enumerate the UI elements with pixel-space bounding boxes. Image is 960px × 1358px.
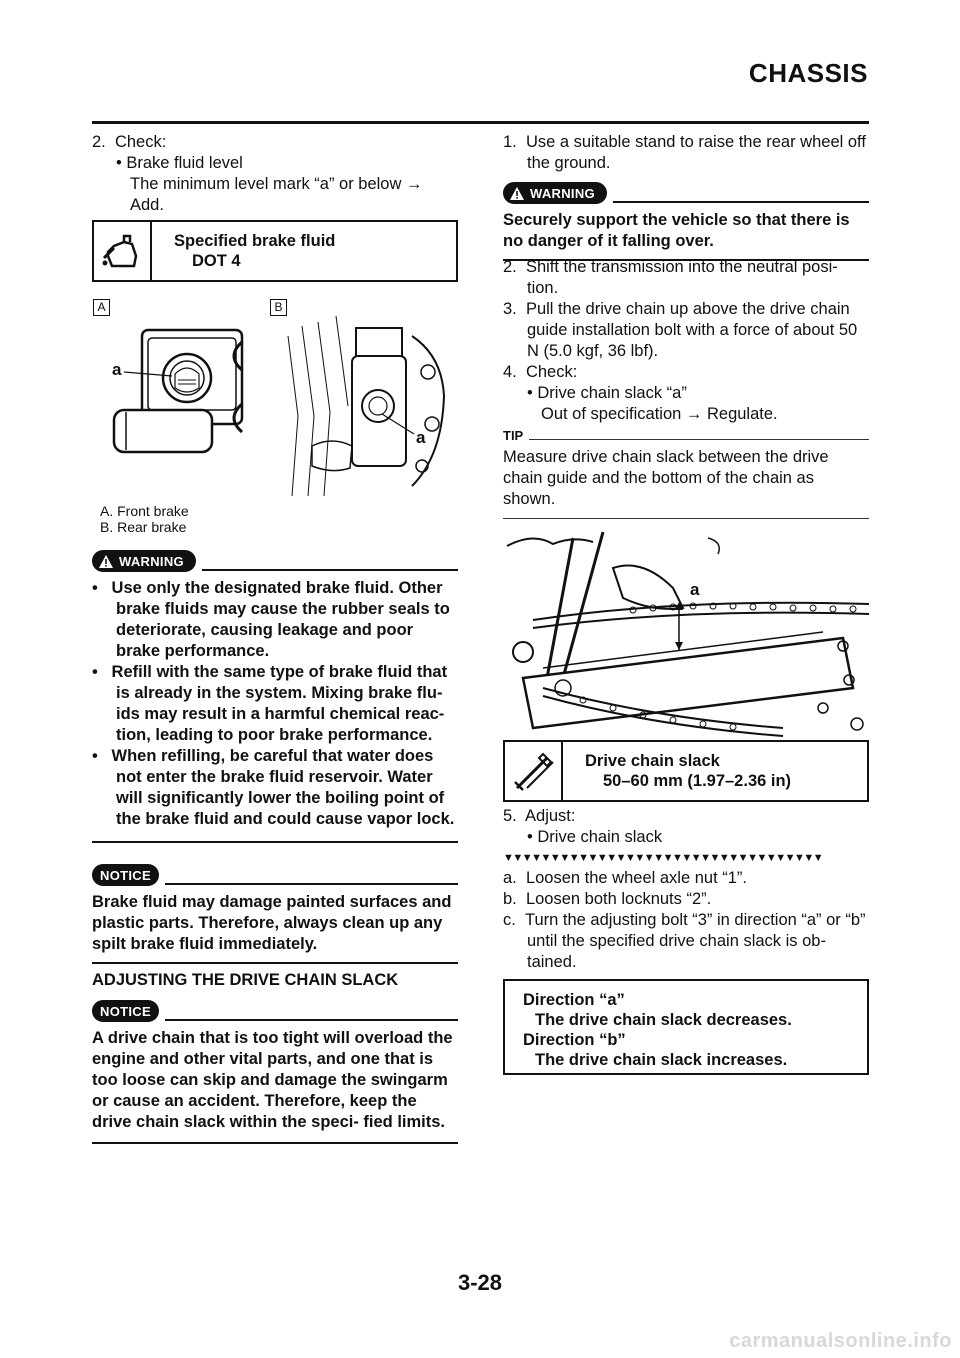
right-step-1: 1. Use a suitable stand to raise the rear wheel off the ground.	[503, 133, 866, 172]
notice-badge: NOTICE	[92, 864, 159, 886]
spec-title: Specified brake fluid	[174, 232, 336, 250]
tip-label: TIP	[503, 428, 524, 443]
direction-title: Direction “a”	[523, 991, 625, 1009]
spec-value: 50–60 mm (1.97–2.36 in)	[603, 772, 792, 790]
notice-brake-fluid	[92, 864, 458, 964]
warning-item: • Use only the designated brake fluid. Other brake fluids may cause the rubber seals to deteriorate, causing leakage and poor brake performance.	[92, 579, 450, 660]
header-rule	[92, 121, 869, 124]
section-title: ADJUSTING THE DRIVE CHAIN SLACK	[92, 971, 399, 989]
warning-text: Securely support the vehicle so that there is no danger of it falling over.	[503, 211, 850, 250]
figure-caption: B. Rear brake	[100, 519, 187, 535]
notice-drive-chain	[92, 1000, 458, 1144]
step-action: Check:	[114, 133, 167, 151]
warning-badge: WARNING	[503, 182, 607, 204]
brake-reservoir-figure	[92, 296, 458, 536]
notice-text: A drive chain that is too tight will overload the engine and other vital parts, and one that is too loose can skip and damage the swingarm or cause an accident. Therefore, keep the drive chain slack within the speci- fied limits.	[92, 1029, 453, 1131]
page-number: 3-28	[457, 1270, 503, 1295]
spec-title: Drive chain slack	[585, 752, 720, 770]
procedure-start-marker: ▼▼▼▼▼▼▼▼▼▼▼▼▼▼▼▼▼▼▼▼▼▼▼▼▼▼▼▼▼▼▼▼▼▼	[503, 852, 823, 864]
tip-block	[503, 428, 869, 519]
step-line: The minimum level mark “a” or below →	[130, 175, 423, 193]
right-step-5: 5. Adjust: • Drive chain slack	[503, 807, 663, 846]
warning-list	[92, 578, 458, 830]
figure-caption: A. Front brake	[100, 503, 189, 519]
figure-callout-a: a	[416, 428, 426, 447]
page-header-title: CHASSIS	[748, 58, 868, 88]
warning-item: • When refilling, be careful that water does not enter the brake fluid reservoir. Water will significantly lower the boiling point of the brake fluid and could cause vapor lock.	[92, 747, 455, 828]
figure-label-b: B	[270, 299, 287, 316]
drive-chain-spec-box	[503, 740, 869, 802]
tip-text: Measure drive chain slack between the drive chain guide and the bottom of the chain as shown.	[503, 448, 829, 508]
step-bullet: Brake fluid level	[126, 154, 243, 172]
direction-text: The drive chain slack increases.	[535, 1051, 788, 1069]
watermark: carmanualsonline.info	[729, 1330, 952, 1352]
notice-text: Brake fluid may damage painted surfaces and plastic parts. Therefore, always clean up any spilt brake fluid immediately.	[92, 893, 452, 953]
drive-chain-figure	[503, 528, 869, 742]
spec-value: DOT 4	[192, 252, 241, 270]
notice-badge: NOTICE	[92, 1000, 159, 1022]
figure-callout-a: a	[690, 580, 700, 599]
caliper-icon	[513, 750, 555, 792]
warning-badge: WARNING	[92, 550, 196, 572]
warning-item: • Refill with the same type of brake fluid that is already in the system. Mixing brake flu- ids may result in a harmful chemical reac- tion, leading to poor brake performance.	[92, 663, 448, 744]
direction-text: The drive chain slack decreases.	[535, 1011, 792, 1029]
brake-reservoir-drawing	[92, 296, 458, 506]
direction-box	[503, 979, 869, 1075]
oil-can-icon	[102, 230, 144, 272]
left-step-2: 2. Check: • Brake fluid level The minimum level mark “a” or below → Add.	[92, 132, 458, 216]
right-steps-2-4: 2. Shift the transmission into the neutral posi- tion. 3. Pull the drive chain up above the drive chain guide installation bolt with a force of about 50 N (5.0 kgf, 36 lbf). 4. Check: • Drive chain slack “a” Out of specification → Regulate.	[503, 258, 858, 423]
figure-callout-a: a	[112, 360, 122, 379]
adjust-substeps: a. Loosen the wheel axle nut “1”. b. Loosen both locknuts “2”. c. Turn the adjusting bolt “3” in direction “a” or “b” until the specified drive chain slack is ob- tained.	[503, 869, 866, 971]
brake-fluid-spec-box	[92, 220, 458, 282]
figure-label-a: A	[93, 299, 110, 316]
step-line: Add.	[130, 196, 164, 214]
direction-title: Direction “b”	[523, 1031, 626, 1049]
warning-icon	[509, 186, 525, 201]
warning-icon	[98, 554, 114, 569]
left-warning	[92, 550, 458, 843]
right-warning	[503, 182, 869, 261]
